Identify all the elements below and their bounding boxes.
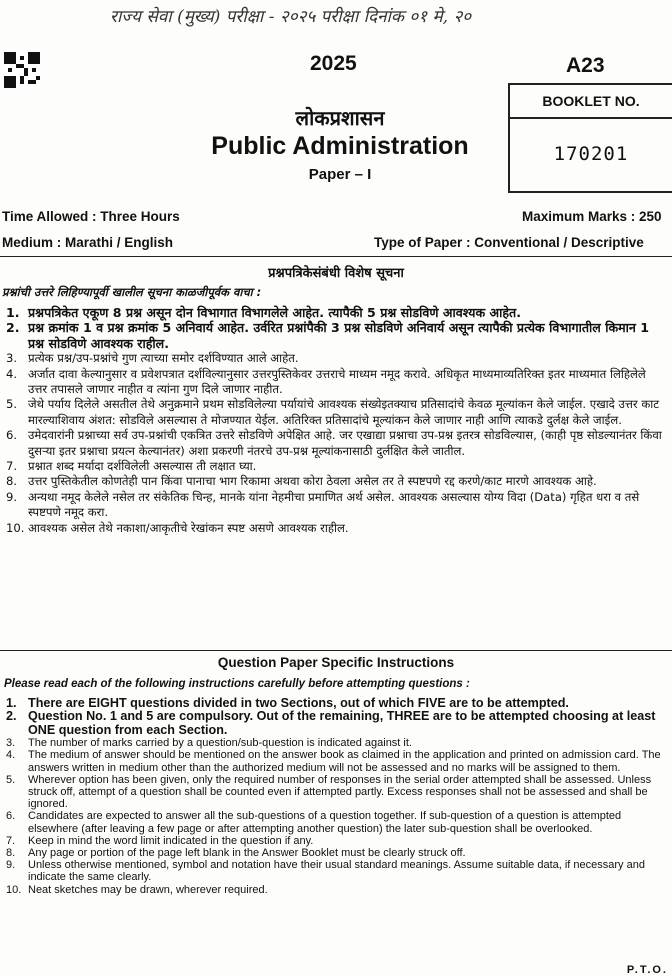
english-instructions-heading: Question Paper Specific Instructions: [217, 655, 455, 670]
marathi-instructions-intro: प्रश्नांची उत्तरे लिहिण्यापूर्वी खालील सूचना काळजीपूर्वक वाचा :: [2, 285, 262, 299]
list-item: 10. Neat sketches may be drawn, wherever required.: [6, 883, 268, 896]
booklet-number: 170201: [553, 143, 629, 165]
series-code: A23: [566, 54, 605, 77]
list-item: 6. उमेदवारांनी प्रश्नाच्या सर्व उप-प्रश्नांची एकत्रित उत्तरे सोडविणे अपेक्षित आहे. जर एखाद्या प्रश्नाचा उप-प्रश्न इतरत्र सोडविल्यास, (काही पृष्ठ सोडल्यानंतर किंवा दुसऱ्या इतर प्रश्नाचा प्रयत्न केल्यानंतर) अशा प्रकरणी नंतरचे उप-प्रश्न मूल्यांकनासाठी दुर्लक्षित केले जातील.: [6, 428, 662, 458]
max-marks: Maximum Marks : 250: [522, 209, 662, 224]
medium: Medium : Marathi / English: [2, 235, 174, 250]
list-item: 5. जेथे पर्याय दिलेले असतील तेथे अनुक्रमाने प्रथम सोडविलेल्या पर्यायांचे आवश्यक संख्येइतक्याच प्रतिसादांचे केवळ मूल्यांकन केले जाईल. एखादे उत्तर काट मारल्याशिवाय अंशत: सोडविले असल्यास ते मोजण्यात येईल. अतिरिक्त प्रतिसादांचे मूल्यांकन केले जाणार नाही आणि त्याकडे दुर्लक्ष केले जाईल.: [6, 397, 660, 427]
list-item: 9. Unless otherwise mentioned, symbol and notation have their usual standard meanings. Assume suitable data, if necessary and indicate the same clearly.: [6, 859, 645, 884]
list-item: 7. प्रश्नात शब्द मर्यादा दर्शविलेली असल्यास ती लक्षात घ्या.: [6, 459, 257, 474]
paper-number: Paper – I: [308, 166, 372, 183]
marathi-instruction-list: [2, 305, 668, 536]
list-item: 3. The number of marks carried by a question/sub-question is indicated against it.: [6, 737, 412, 750]
exam-year: 2025: [310, 52, 357, 75]
list-item: 4. The medium of answer should be mentioned on the answer book as claimed in the application and printed on admission card. The answers written in medium other than the authorized medium will not be assessed and no marks will be assigned to them.: [6, 749, 661, 774]
title-marathi: लोकप्रशासन: [295, 106, 385, 130]
list-item: 2. Question No. 1 and 5 are compulsory. Out of the remaining, THREE are to be attempted choosing at least ONE question from each Section.: [6, 709, 656, 737]
divider: [0, 256, 672, 257]
qr-code-icon: [4, 52, 40, 88]
list-item: 5. Wherever option has been given, only the required number of responses in the serial order attempted shall be assessed. Unless struck off, attempt of a question shall be counted even if attempted partly. Excess responses shall not be assessed and shall be ignored.: [6, 773, 652, 811]
type-of-paper: Type of Paper : Conventional / Descriptive: [374, 235, 644, 250]
list-item: 1. प्रश्नपत्रिकेत एकूण 8 प्रश्न असून दोन विभागात विभागलेले आहेत. त्यापैकी 5 प्रश्न सोडविणे आवश्यक आहेत.: [6, 305, 522, 320]
list-item: 6. Candidates are expected to answer all the sub-questions of a question together. If sub-question of a question is attempted elsewhere (after leaving a few page or after attempting another question) the later sub-question shall be overlooked.: [6, 810, 622, 835]
list-item: 1. There are EIGHT questions divided in two Sections, out of which FIVE are to be attempted.: [6, 696, 569, 710]
booklet-label: BOOKLET NO.: [510, 85, 672, 119]
list-item: 8. Any page or portion of the page left blank in the Answer Booklet must be clearly struck off.: [6, 847, 466, 860]
list-item: 7. Keep in mind the word limit indicated in the question if any.: [6, 834, 314, 847]
page-turn-note: P.T.O.: [626, 964, 668, 976]
marathi-instructions-heading: प्रश्नपत्रिकेसंबंधी विशेष सूचना: [268, 266, 404, 281]
handwritten-exam-header: राज्य सेवा (मुख्य) परीक्षा - २०२५ परीक्षा दिनांक ०१ मे, २०: [110, 7, 472, 27]
list-item: 9. अन्यथा नमूद केलेले नसेल तर संकेतिक चिन्ह, मानके यांना नेहमीचा प्रमाणित अर्थ असेल. आवश्यक असल्यास योग्य विदा (Data) गृहित धरा व तसे स्पष्टपणे नमूद करा.: [6, 489, 640, 520]
list-item: 8. उत्तर पुस्तिकेतील कोणतेही पान किंवा पानाचा भाग रिकामा अथवा कोरा ठेवला असेल तर ते स्पष्टपणे रद्द करणे/काट मारणे आवश्यक आहे.: [6, 474, 597, 489]
list-item: 3. प्रत्येक प्रश्न/उप-प्रश्नांचे गुण त्याच्या समोर दर्शविण्यात आले आहेत.: [6, 351, 299, 366]
english-instruction-list: [2, 697, 668, 896]
divider: [0, 650, 672, 651]
list-item: 4. अर्जात दावा केल्यानुसार व प्रवेशपत्रात दर्शविल्यानुसार उत्तरपुस्तिकेवर उत्तराचे माध्यम नमूद करावे. अधिकृत माध्यमाव्यतिरिक्त इतर माध्यमात लिहिलेले उत्तर तपासले जाणार नाहीत व त्यांना गुण दिले जाणार नाहीत.: [6, 366, 646, 397]
list-item: 10. आवश्यक असेल तेथे नकाशा/आकृतीचे रेखांकन स्पष्ट असणे आवश्यक राहील.: [6, 520, 349, 535]
time-allowed: Time Allowed : Three Hours: [2, 209, 180, 224]
title-english: Public Administration: [211, 132, 469, 160]
list-item: 2. प्रश्न क्रमांक 1 व प्रश्न क्रमांक 5 अनिवार्य आहेत. उर्वरित प्रश्नांपैकी 3 प्रश्न सोडविणे अनिवार्य असून त्यापैकी प्रत्येक विभागातील किमान 1 प्रश्न सोडविणे आवश्यक राहील.: [6, 320, 650, 351]
english-instructions-intro: Please read each of the following instructions carefully before attempting questions :: [4, 678, 470, 690]
